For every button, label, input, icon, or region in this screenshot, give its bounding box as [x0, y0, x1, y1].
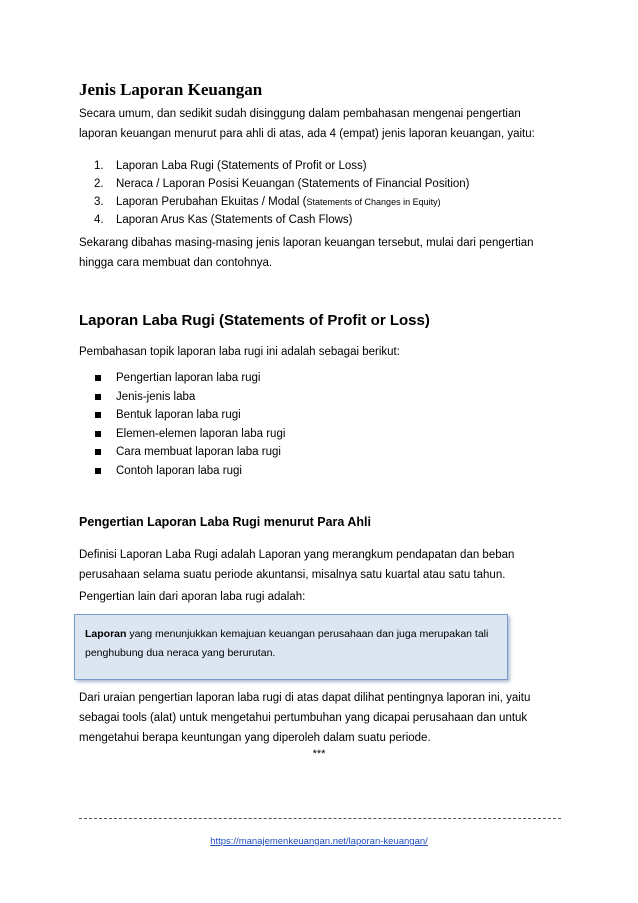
- conclusion-paragraph: Dari uraian pengertian laporan laba rugi di atas dapat dilihat pentingnya laporan ini, yaitu sebagai tools (alat) untuk mengetahui pertumbuhan yang dicapai perusahaan dan untuk mengetahui berapa keuntungan yang diperoleh dalam suatu periode.: [79, 692, 531, 744]
- callout-bold: Laporan: [85, 628, 127, 640]
- topic-intro: Pembahasan topik laporan laba rugi ini adalah sebagai berikut:: [79, 346, 400, 358]
- bullet-icon: [95, 468, 101, 474]
- section-heading: Laporan Laba Rugi (Statements of Profit or Loss): [79, 312, 430, 329]
- definition-paragraph: Definisi Laporan Laba Rugi adalah Laporan yang merangkum pendapatan dan beban perusahaan selama suatu periode akuntansi, misalnya satu kuartal atau satu tahun.: [79, 549, 515, 581]
- other-definition-intro: Pengertian lain dari aporan laba rugi adalah:: [79, 591, 306, 603]
- list-item: 2. Neraca / Laporan Posisi Keuangan (Statements of Financial Position): [94, 178, 470, 190]
- list-item: 4. Laporan Arus Kas (Statements of Cash Flows): [94, 214, 353, 226]
- list-item: Elemen-elemen laporan laba rugi: [79, 425, 285, 444]
- list-item: Contoh laporan laba rugi: [79, 462, 285, 481]
- bullet-icon: [95, 449, 101, 455]
- definition-callout: [74, 614, 508, 680]
- list-item: Bentuk laporan laba rugi: [79, 406, 285, 425]
- footer-link[interactable]: https://manajemenkeuangan.net/laporan-keuangan/: [210, 836, 428, 847]
- after-list-paragraph: Sekarang dibahas masing-masing jenis laporan keuangan tersebut, mulai dari pengertian hingga cara membuat dan contohnya.: [79, 237, 534, 269]
- list-item: Cara membuat laporan laba rugi: [79, 443, 285, 462]
- bullet-icon: [95, 412, 101, 418]
- subheading: Pengertian Laporan Laba Rugi menurut Para Ahli: [79, 515, 371, 529]
- bullet-icon: [95, 394, 101, 400]
- callout-text: yang menunjukkan kemajuan keuangan perusahaan dan juga merupakan tali penghubung dua neraca yang berurutan.: [85, 628, 489, 659]
- page-title: Jenis Laporan Keuangan: [79, 80, 263, 99]
- footer-divider: [79, 818, 561, 819]
- list-item: 1. Laporan Laba Rugi (Statements of Profit or Loss): [94, 160, 367, 172]
- list-item: Pengertian laporan laba rugi: [79, 369, 285, 388]
- bullet-icon: [95, 431, 101, 437]
- list-item: 3. Laporan Perubahan Ekuitas / Modal (Statements of Changes in Equity): [94, 196, 441, 208]
- report-types-list: [79, 157, 470, 229]
- topics-list: [79, 369, 285, 480]
- list-item: Jenis-jenis laba: [79, 388, 285, 407]
- section-separator: ***: [312, 748, 326, 760]
- bullet-icon: [95, 375, 101, 381]
- intro-paragraph: Secara umum, dan sedikit sudah disinggung dalam pembahasan mengenai pengertian laporan keuangan menurut para ahli di atas, ada 4 (empat) jenis laporan keuangan, yaitu:: [79, 108, 535, 140]
